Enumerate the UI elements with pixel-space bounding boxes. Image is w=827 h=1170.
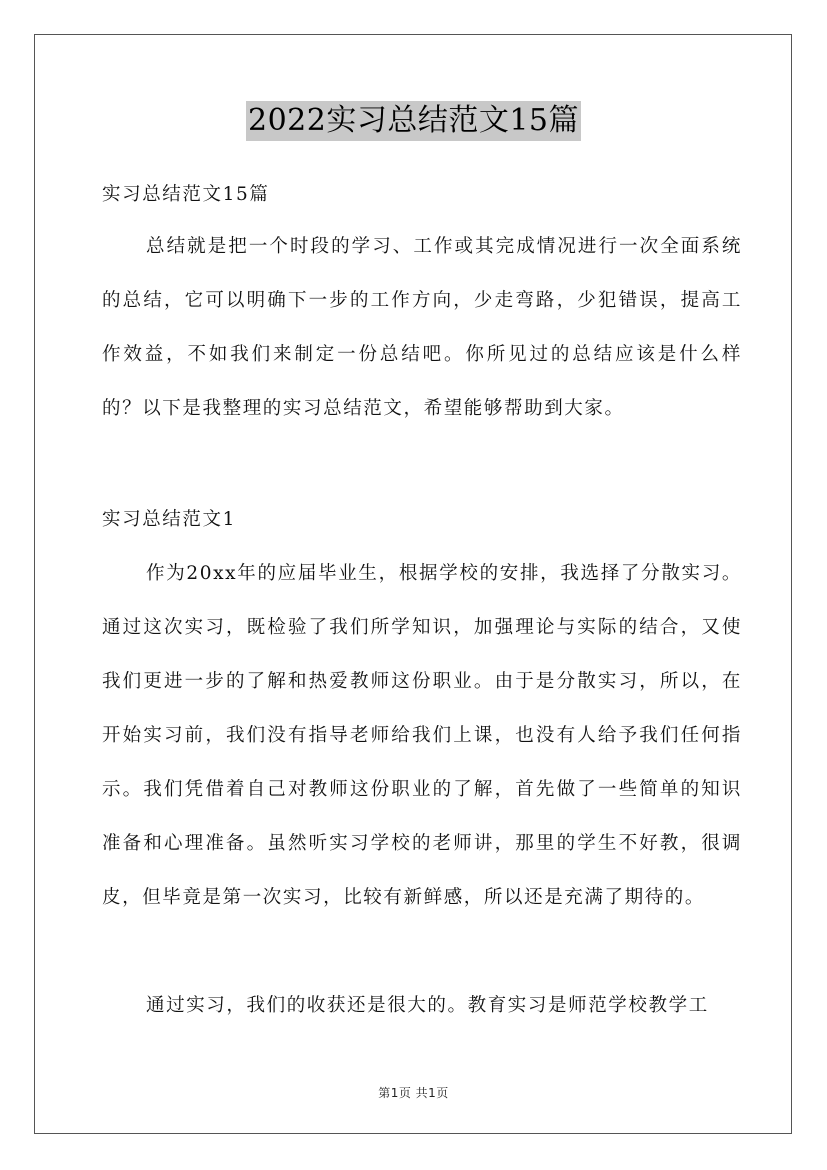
section1-heading-block xyxy=(102,505,742,535)
section1-paragraph-1: 作为20xx年的应届毕业生，根据学校的安排，我选择了分散实习。通过这次实习，既检验了我们所学知识，加强理论与实际的结合，又使我们更进一步的了解和热爱教师这份职业。由于是分散实习，所以，在开始实习前，我们没有指导老师给我们上课，也没有人给予我们任何指示。我们凭借着自己对教师这份职业的了解，首先做了一些简单的知识准备和心理准备。虽然听实习学校的老师讲，那里的学生不好教，很调皮，但毕竟是第一次实习，比较有新鲜感，所以还是充满了期待的。 xyxy=(102,563,742,908)
section1-paragraph-2: 通过实习，我们的收获还是很大的。教育实习是师范学校教学工 xyxy=(146,995,709,1016)
subtitle-block xyxy=(102,180,742,210)
intro-paragraph: 总结就是把一个时段的学习、工作或其完成情况进行一次全面系统的总结，它可以明确下一步的工作方向，少走弯路，少犯错误，提高工作效益，不如我们来制定一份总结吧。你所见过的总结应该是什么样的？以下是我整理的实习总结范文，希望能够帮助到大家。 xyxy=(102,236,742,419)
section1-body xyxy=(102,547,742,925)
page-number: 第1页 共1页 xyxy=(378,1086,449,1100)
document-title: 2022实习总结范文15篇 xyxy=(246,101,581,141)
intro-block xyxy=(102,220,742,436)
page-footer xyxy=(0,1084,827,1101)
section1-body-2 xyxy=(102,979,742,1033)
document-subtitle: 实习总结范文15篇 xyxy=(102,184,270,205)
title-container xyxy=(0,101,827,141)
section1-heading: 实习总结范文1 xyxy=(102,509,236,530)
